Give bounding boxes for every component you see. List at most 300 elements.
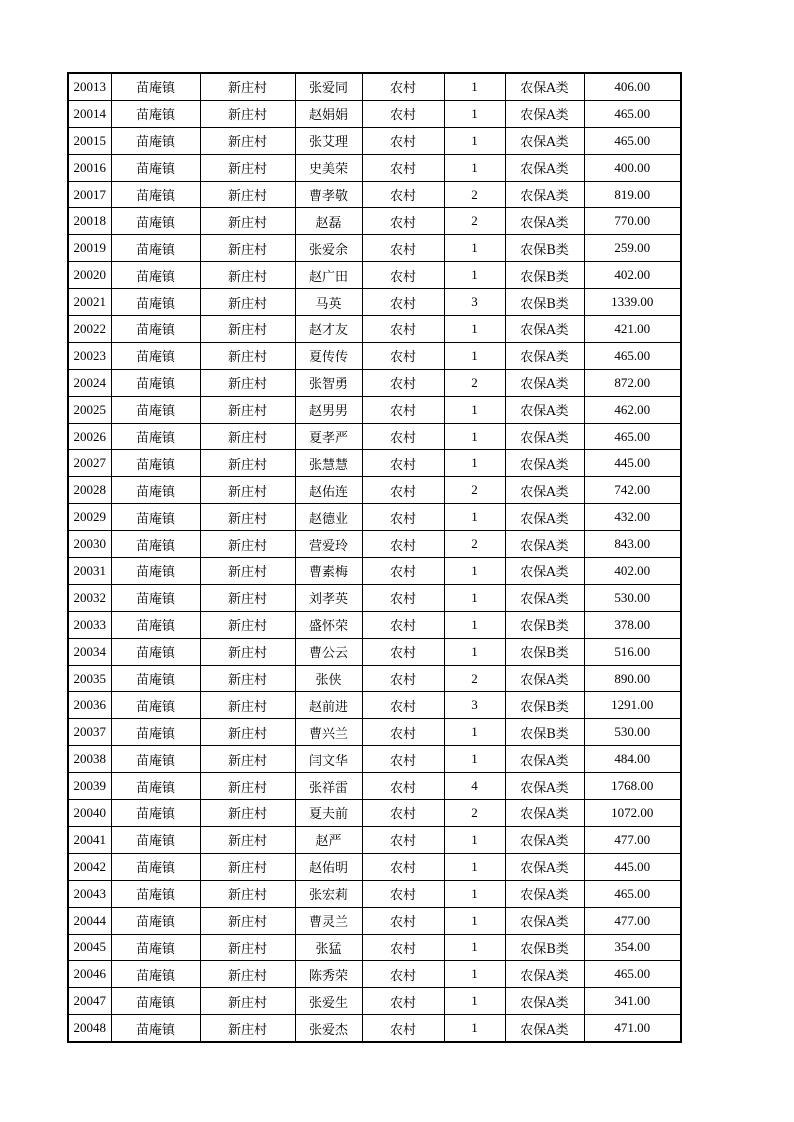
row-id-cell: 20019 bbox=[68, 235, 111, 262]
household-type-cell: 农村 bbox=[362, 316, 444, 343]
town-cell: 苗庵镇 bbox=[111, 369, 200, 396]
amount-cell: 484.00 bbox=[584, 746, 681, 773]
household-type-cell: 农村 bbox=[362, 907, 444, 934]
amount-cell: 890.00 bbox=[584, 665, 681, 692]
household-type-cell: 农村 bbox=[362, 342, 444, 369]
amount-cell: 1291.00 bbox=[584, 692, 681, 719]
amount-cell: 465.00 bbox=[584, 880, 681, 907]
insurance-category-cell: 农保B类 bbox=[505, 934, 584, 961]
insurance-category-cell: 农保B类 bbox=[505, 638, 584, 665]
household-type-cell: 农村 bbox=[362, 800, 444, 827]
town-cell: 苗庵镇 bbox=[111, 289, 200, 316]
town-cell: 苗庵镇 bbox=[111, 1015, 200, 1042]
name-cell: 刘孝英 bbox=[295, 584, 362, 611]
member-count-cell: 2 bbox=[444, 369, 505, 396]
village-cell: 新庄村 bbox=[200, 450, 295, 477]
village-cell: 新庄村 bbox=[200, 208, 295, 235]
row-id-cell: 20017 bbox=[68, 181, 111, 208]
household-type-cell: 农村 bbox=[362, 826, 444, 853]
name-cell: 张猛 bbox=[295, 934, 362, 961]
town-cell: 苗庵镇 bbox=[111, 73, 200, 100]
row-id-cell: 20033 bbox=[68, 611, 111, 638]
table-row bbox=[68, 127, 681, 154]
name-cell: 赵佑连 bbox=[295, 477, 362, 504]
member-count-cell: 2 bbox=[444, 477, 505, 504]
town-cell: 苗庵镇 bbox=[111, 262, 200, 289]
village-cell: 新庄村 bbox=[200, 396, 295, 423]
village-cell: 新庄村 bbox=[200, 611, 295, 638]
household-type-cell: 农村 bbox=[362, 638, 444, 665]
name-cell: 马英 bbox=[295, 289, 362, 316]
member-count-cell: 1 bbox=[444, 316, 505, 343]
town-cell: 苗庵镇 bbox=[111, 773, 200, 800]
row-id-cell: 20040 bbox=[68, 800, 111, 827]
member-count-cell: 1 bbox=[444, 450, 505, 477]
amount-cell: 1072.00 bbox=[584, 800, 681, 827]
row-id-cell: 20020 bbox=[68, 262, 111, 289]
row-id-cell: 20037 bbox=[68, 719, 111, 746]
town-cell: 苗庵镇 bbox=[111, 611, 200, 638]
village-cell: 新庄村 bbox=[200, 154, 295, 181]
town-cell: 苗庵镇 bbox=[111, 719, 200, 746]
village-cell: 新庄村 bbox=[200, 73, 295, 100]
village-cell: 新庄村 bbox=[200, 127, 295, 154]
town-cell: 苗庵镇 bbox=[111, 100, 200, 127]
member-count-cell: 1 bbox=[444, 907, 505, 934]
insurance-category-cell: 农保A类 bbox=[505, 773, 584, 800]
insurance-category-cell: 农保A类 bbox=[505, 342, 584, 369]
row-id-cell: 20015 bbox=[68, 127, 111, 154]
table-row bbox=[68, 396, 681, 423]
amount-cell: 477.00 bbox=[584, 826, 681, 853]
insurance-category-cell: 农保A类 bbox=[505, 154, 584, 181]
row-id-cell: 20023 bbox=[68, 342, 111, 369]
table-row bbox=[68, 504, 681, 531]
name-cell: 夏夫前 bbox=[295, 800, 362, 827]
name-cell: 赵磊 bbox=[295, 208, 362, 235]
insurance-category-cell: 农保B类 bbox=[505, 692, 584, 719]
insurance-category-cell: 农保B类 bbox=[505, 262, 584, 289]
member-count-cell: 4 bbox=[444, 773, 505, 800]
amount-cell: 465.00 bbox=[584, 342, 681, 369]
amount-cell: 1768.00 bbox=[584, 773, 681, 800]
household-type-cell: 农村 bbox=[362, 73, 444, 100]
insurance-category-cell: 农保A类 bbox=[505, 100, 584, 127]
household-type-cell: 农村 bbox=[362, 880, 444, 907]
table-row bbox=[68, 477, 681, 504]
amount-cell: 400.00 bbox=[584, 154, 681, 181]
table-row bbox=[68, 369, 681, 396]
amount-cell: 465.00 bbox=[584, 100, 681, 127]
row-id-cell: 20026 bbox=[68, 423, 111, 450]
amount-cell: 770.00 bbox=[584, 208, 681, 235]
household-type-cell: 农村 bbox=[362, 154, 444, 181]
member-count-cell: 3 bbox=[444, 289, 505, 316]
village-cell: 新庄村 bbox=[200, 369, 295, 396]
table-row bbox=[68, 342, 681, 369]
amount-cell: 432.00 bbox=[584, 504, 681, 531]
village-cell: 新庄村 bbox=[200, 907, 295, 934]
name-cell: 曹兴兰 bbox=[295, 719, 362, 746]
table-row bbox=[68, 853, 681, 880]
household-type-cell: 农村 bbox=[362, 289, 444, 316]
table-row bbox=[68, 423, 681, 450]
amount-cell: 445.00 bbox=[584, 853, 681, 880]
table-row bbox=[68, 880, 681, 907]
insurance-category-cell: 农保A类 bbox=[505, 531, 584, 558]
town-cell: 苗庵镇 bbox=[111, 531, 200, 558]
household-type-cell: 农村 bbox=[362, 611, 444, 638]
member-count-cell: 1 bbox=[444, 235, 505, 262]
member-count-cell: 1 bbox=[444, 1015, 505, 1042]
household-type-cell: 农村 bbox=[362, 369, 444, 396]
town-cell: 苗庵镇 bbox=[111, 746, 200, 773]
member-count-cell: 2 bbox=[444, 531, 505, 558]
table-row bbox=[68, 665, 681, 692]
name-cell: 赵佑明 bbox=[295, 853, 362, 880]
row-id-cell: 20013 bbox=[68, 73, 111, 100]
village-cell: 新庄村 bbox=[200, 558, 295, 585]
amount-cell: 341.00 bbox=[584, 988, 681, 1015]
member-count-cell: 1 bbox=[444, 934, 505, 961]
amount-cell: 516.00 bbox=[584, 638, 681, 665]
row-id-cell: 20025 bbox=[68, 396, 111, 423]
name-cell: 闫文华 bbox=[295, 746, 362, 773]
name-cell: 张祥雷 bbox=[295, 773, 362, 800]
member-count-cell: 2 bbox=[444, 208, 505, 235]
member-count-cell: 1 bbox=[444, 988, 505, 1015]
row-id-cell: 20043 bbox=[68, 880, 111, 907]
town-cell: 苗庵镇 bbox=[111, 477, 200, 504]
household-type-cell: 农村 bbox=[362, 1015, 444, 1042]
village-cell: 新庄村 bbox=[200, 826, 295, 853]
household-type-cell: 农村 bbox=[362, 262, 444, 289]
town-cell: 苗庵镇 bbox=[111, 558, 200, 585]
insurance-category-cell: 农保A类 bbox=[505, 584, 584, 611]
row-id-cell: 20034 bbox=[68, 638, 111, 665]
town-cell: 苗庵镇 bbox=[111, 800, 200, 827]
insurance-category-cell: 农保A类 bbox=[505, 477, 584, 504]
insurance-category-cell: 农保A类 bbox=[505, 127, 584, 154]
insurance-category-cell: 农保A类 bbox=[505, 826, 584, 853]
name-cell: 史美荣 bbox=[295, 154, 362, 181]
member-count-cell: 3 bbox=[444, 692, 505, 719]
name-cell: 张智勇 bbox=[295, 369, 362, 396]
village-cell: 新庄村 bbox=[200, 289, 295, 316]
table-row bbox=[68, 638, 681, 665]
town-cell: 苗庵镇 bbox=[111, 235, 200, 262]
town-cell: 苗庵镇 bbox=[111, 961, 200, 988]
table-row bbox=[68, 907, 681, 934]
table-row bbox=[68, 289, 681, 316]
town-cell: 苗庵镇 bbox=[111, 316, 200, 343]
name-cell: 夏孝严 bbox=[295, 423, 362, 450]
table-row bbox=[68, 450, 681, 477]
member-count-cell: 1 bbox=[444, 396, 505, 423]
member-count-cell: 1 bbox=[444, 638, 505, 665]
name-cell: 赵男男 bbox=[295, 396, 362, 423]
name-cell: 赵严 bbox=[295, 826, 362, 853]
records-table bbox=[67, 72, 682, 1043]
table-row bbox=[68, 719, 681, 746]
member-count-cell: 1 bbox=[444, 719, 505, 746]
amount-cell: 462.00 bbox=[584, 396, 681, 423]
table-row bbox=[68, 773, 681, 800]
name-cell: 张爱杰 bbox=[295, 1015, 362, 1042]
village-cell: 新庄村 bbox=[200, 423, 295, 450]
row-id-cell: 20042 bbox=[68, 853, 111, 880]
table-row bbox=[68, 746, 681, 773]
insurance-category-cell: 农保A类 bbox=[505, 800, 584, 827]
village-cell: 新庄村 bbox=[200, 746, 295, 773]
table-row bbox=[68, 692, 681, 719]
insurance-category-cell: 农保A类 bbox=[505, 450, 584, 477]
insurance-category-cell: 农保A类 bbox=[505, 988, 584, 1015]
amount-cell: 402.00 bbox=[584, 262, 681, 289]
table-row bbox=[68, 235, 681, 262]
amount-cell: 406.00 bbox=[584, 73, 681, 100]
amount-cell: 477.00 bbox=[584, 907, 681, 934]
row-id-cell: 20035 bbox=[68, 665, 111, 692]
amount-cell: 843.00 bbox=[584, 531, 681, 558]
insurance-category-cell: 农保A类 bbox=[505, 504, 584, 531]
insurance-category-cell: 农保A类 bbox=[505, 369, 584, 396]
member-count-cell: 1 bbox=[444, 746, 505, 773]
member-count-cell: 1 bbox=[444, 154, 505, 181]
village-cell: 新庄村 bbox=[200, 988, 295, 1015]
row-id-cell: 20045 bbox=[68, 934, 111, 961]
household-type-cell: 农村 bbox=[362, 423, 444, 450]
household-type-cell: 农村 bbox=[362, 665, 444, 692]
insurance-category-cell: 农保A类 bbox=[505, 181, 584, 208]
member-count-cell: 1 bbox=[444, 262, 505, 289]
insurance-category-cell: 农保A类 bbox=[505, 208, 584, 235]
table-row bbox=[68, 826, 681, 853]
table-row bbox=[68, 181, 681, 208]
insurance-category-cell: 农保A类 bbox=[505, 316, 584, 343]
insurance-category-cell: 农保A类 bbox=[505, 853, 584, 880]
town-cell: 苗庵镇 bbox=[111, 826, 200, 853]
name-cell: 张宏莉 bbox=[295, 880, 362, 907]
village-cell: 新庄村 bbox=[200, 719, 295, 746]
name-cell: 张侠 bbox=[295, 665, 362, 692]
village-cell: 新庄村 bbox=[200, 880, 295, 907]
town-cell: 苗庵镇 bbox=[111, 154, 200, 181]
village-cell: 新庄村 bbox=[200, 181, 295, 208]
member-count-cell: 1 bbox=[444, 504, 505, 531]
insurance-category-cell: 农保B类 bbox=[505, 235, 584, 262]
name-cell: 张爱生 bbox=[295, 988, 362, 1015]
name-cell: 赵才友 bbox=[295, 316, 362, 343]
insurance-category-cell: 农保A类 bbox=[505, 907, 584, 934]
row-id-cell: 20044 bbox=[68, 907, 111, 934]
insurance-category-cell: 农保B类 bbox=[505, 289, 584, 316]
name-cell: 营爱玲 bbox=[295, 531, 362, 558]
household-type-cell: 农村 bbox=[362, 988, 444, 1015]
row-id-cell: 20031 bbox=[68, 558, 111, 585]
town-cell: 苗庵镇 bbox=[111, 853, 200, 880]
row-id-cell: 20016 bbox=[68, 154, 111, 181]
row-id-cell: 20024 bbox=[68, 369, 111, 396]
town-cell: 苗庵镇 bbox=[111, 638, 200, 665]
amount-cell: 872.00 bbox=[584, 369, 681, 396]
household-type-cell: 农村 bbox=[362, 558, 444, 585]
member-count-cell: 1 bbox=[444, 423, 505, 450]
household-type-cell: 农村 bbox=[362, 719, 444, 746]
member-count-cell: 1 bbox=[444, 826, 505, 853]
town-cell: 苗庵镇 bbox=[111, 880, 200, 907]
village-cell: 新庄村 bbox=[200, 584, 295, 611]
member-count-cell: 1 bbox=[444, 342, 505, 369]
row-id-cell: 20022 bbox=[68, 316, 111, 343]
row-id-cell: 20036 bbox=[68, 692, 111, 719]
village-cell: 新庄村 bbox=[200, 477, 295, 504]
amount-cell: 445.00 bbox=[584, 450, 681, 477]
table-row bbox=[68, 316, 681, 343]
insurance-category-cell: 农保A类 bbox=[505, 396, 584, 423]
name-cell: 夏传传 bbox=[295, 342, 362, 369]
town-cell: 苗庵镇 bbox=[111, 584, 200, 611]
table-row bbox=[68, 208, 681, 235]
amount-cell: 1339.00 bbox=[584, 289, 681, 316]
village-cell: 新庄村 bbox=[200, 773, 295, 800]
amount-cell: 378.00 bbox=[584, 611, 681, 638]
insurance-category-cell: 农保A类 bbox=[505, 558, 584, 585]
town-cell: 苗庵镇 bbox=[111, 665, 200, 692]
household-type-cell: 农村 bbox=[362, 584, 444, 611]
member-count-cell: 1 bbox=[444, 73, 505, 100]
amount-cell: 471.00 bbox=[584, 1015, 681, 1042]
row-id-cell: 20032 bbox=[68, 584, 111, 611]
table-row bbox=[68, 262, 681, 289]
row-id-cell: 20030 bbox=[68, 531, 111, 558]
town-cell: 苗庵镇 bbox=[111, 934, 200, 961]
household-type-cell: 农村 bbox=[362, 773, 444, 800]
household-type-cell: 农村 bbox=[362, 961, 444, 988]
row-id-cell: 20048 bbox=[68, 1015, 111, 1042]
member-count-cell: 1 bbox=[444, 127, 505, 154]
member-count-cell: 1 bbox=[444, 961, 505, 988]
row-id-cell: 20018 bbox=[68, 208, 111, 235]
household-type-cell: 农村 bbox=[362, 100, 444, 127]
insurance-category-cell: 农保A类 bbox=[505, 665, 584, 692]
row-id-cell: 20039 bbox=[68, 773, 111, 800]
table-row bbox=[68, 558, 681, 585]
table-row bbox=[68, 988, 681, 1015]
village-cell: 新庄村 bbox=[200, 342, 295, 369]
member-count-cell: 1 bbox=[444, 853, 505, 880]
row-id-cell: 20038 bbox=[68, 746, 111, 773]
village-cell: 新庄村 bbox=[200, 961, 295, 988]
name-cell: 赵前进 bbox=[295, 692, 362, 719]
household-type-cell: 农村 bbox=[362, 531, 444, 558]
member-count-cell: 2 bbox=[444, 800, 505, 827]
insurance-category-cell: 农保A类 bbox=[505, 961, 584, 988]
amount-cell: 465.00 bbox=[584, 423, 681, 450]
row-id-cell: 20047 bbox=[68, 988, 111, 1015]
household-type-cell: 农村 bbox=[362, 746, 444, 773]
insurance-category-cell: 农保A类 bbox=[505, 746, 584, 773]
village-cell: 新庄村 bbox=[200, 262, 295, 289]
amount-cell: 421.00 bbox=[584, 316, 681, 343]
town-cell: 苗庵镇 bbox=[111, 127, 200, 154]
member-count-cell: 1 bbox=[444, 611, 505, 638]
town-cell: 苗庵镇 bbox=[111, 342, 200, 369]
name-cell: 赵广田 bbox=[295, 262, 362, 289]
household-type-cell: 农村 bbox=[362, 934, 444, 961]
table-row bbox=[68, 531, 681, 558]
member-count-cell: 1 bbox=[444, 558, 505, 585]
village-cell: 新庄村 bbox=[200, 1015, 295, 1042]
household-type-cell: 农村 bbox=[362, 504, 444, 531]
row-id-cell: 20028 bbox=[68, 477, 111, 504]
table-row bbox=[68, 73, 681, 100]
member-count-cell: 1 bbox=[444, 880, 505, 907]
household-type-cell: 农村 bbox=[362, 127, 444, 154]
table-row bbox=[68, 611, 681, 638]
amount-cell: 465.00 bbox=[584, 127, 681, 154]
insurance-category-cell: 农保A类 bbox=[505, 880, 584, 907]
village-cell: 新庄村 bbox=[200, 934, 295, 961]
amount-cell: 530.00 bbox=[584, 719, 681, 746]
name-cell: 曹灵兰 bbox=[295, 907, 362, 934]
village-cell: 新庄村 bbox=[200, 853, 295, 880]
household-type-cell: 农村 bbox=[362, 208, 444, 235]
household-type-cell: 农村 bbox=[362, 235, 444, 262]
town-cell: 苗庵镇 bbox=[111, 504, 200, 531]
household-type-cell: 农村 bbox=[362, 450, 444, 477]
row-id-cell: 20014 bbox=[68, 100, 111, 127]
town-cell: 苗庵镇 bbox=[111, 907, 200, 934]
town-cell: 苗庵镇 bbox=[111, 423, 200, 450]
name-cell: 张艾理 bbox=[295, 127, 362, 154]
name-cell: 曹公云 bbox=[295, 638, 362, 665]
household-type-cell: 农村 bbox=[362, 853, 444, 880]
name-cell: 张爱同 bbox=[295, 73, 362, 100]
village-cell: 新庄村 bbox=[200, 235, 295, 262]
village-cell: 新庄村 bbox=[200, 800, 295, 827]
amount-cell: 819.00 bbox=[584, 181, 681, 208]
insurance-category-cell: 农保A类 bbox=[505, 73, 584, 100]
amount-cell: 465.00 bbox=[584, 961, 681, 988]
village-cell: 新庄村 bbox=[200, 504, 295, 531]
amount-cell: 354.00 bbox=[584, 934, 681, 961]
name-cell: 赵娟娟 bbox=[295, 100, 362, 127]
village-cell: 新庄村 bbox=[200, 638, 295, 665]
town-cell: 苗庵镇 bbox=[111, 208, 200, 235]
row-id-cell: 20021 bbox=[68, 289, 111, 316]
records-table-body bbox=[68, 73, 681, 1042]
amount-cell: 530.00 bbox=[584, 584, 681, 611]
table-row bbox=[68, 584, 681, 611]
insurance-category-cell: 农保A类 bbox=[505, 423, 584, 450]
member-count-cell: 1 bbox=[444, 100, 505, 127]
name-cell: 张爱余 bbox=[295, 235, 362, 262]
member-count-cell: 1 bbox=[444, 584, 505, 611]
amount-cell: 402.00 bbox=[584, 558, 681, 585]
row-id-cell: 20046 bbox=[68, 961, 111, 988]
town-cell: 苗庵镇 bbox=[111, 988, 200, 1015]
name-cell: 赵德业 bbox=[295, 504, 362, 531]
name-cell: 曹素梅 bbox=[295, 558, 362, 585]
insurance-category-cell: 农保A类 bbox=[505, 1015, 584, 1042]
table-row bbox=[68, 100, 681, 127]
village-cell: 新庄村 bbox=[200, 100, 295, 127]
table-row bbox=[68, 934, 681, 961]
town-cell: 苗庵镇 bbox=[111, 692, 200, 719]
insurance-category-cell: 农保B类 bbox=[505, 611, 584, 638]
table-row bbox=[68, 154, 681, 181]
